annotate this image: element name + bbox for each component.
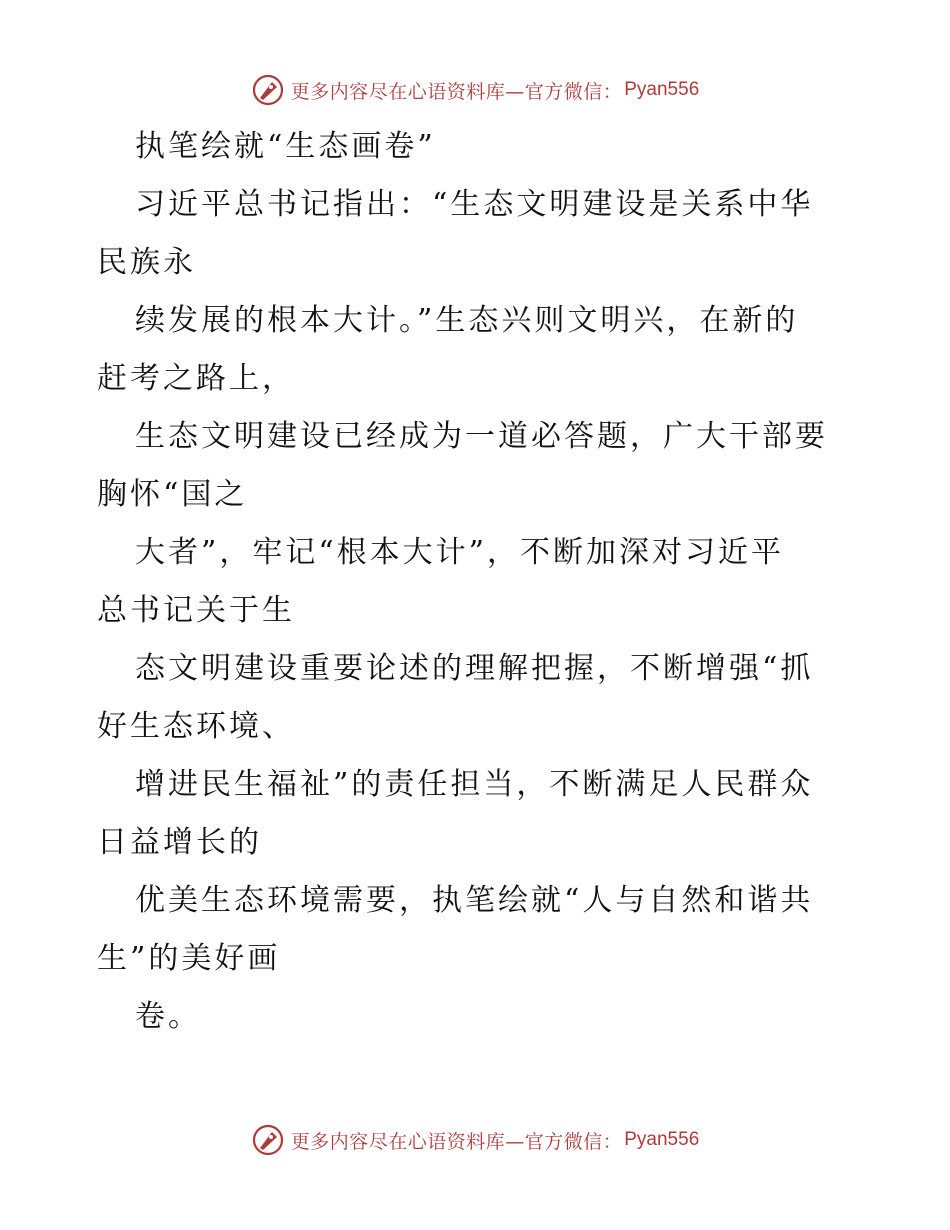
text-line: 日益增长的: [97, 825, 262, 860]
pen-nib-logo-icon: [251, 1123, 285, 1157]
pen-nib-logo-icon: [251, 73, 285, 107]
document-body: [97, 118, 857, 1046]
document-title: 执笔绘就“生态画卷”: [135, 129, 436, 164]
text-line: 习近平总书记指出：“生态文明建设是关系中华: [135, 187, 814, 222]
text-line: 态文明建设重要论述的理解把握，不断增强“抓: [135, 651, 814, 686]
text-line: 好生态环境、: [97, 709, 295, 744]
text-line: 续发展的根本大计。”生态兴则文明兴，在新的: [135, 303, 799, 338]
text-line: 胸怀“国之: [97, 477, 248, 512]
header-banner: [0, 70, 950, 110]
text-line: 增进民生福祉”的责任担当，不断满足人民群众: [135, 767, 814, 802]
text-line: 总书记关于生: [97, 593, 295, 628]
text-line: 生态文明建设已经成为一道必答题，广大干部要: [135, 419, 828, 454]
footer-banner: [0, 1120, 950, 1160]
text-line: 卷。: [135, 999, 201, 1034]
text-line: 优美生态环境需要，执笔绘就“人与自然和谐共: [135, 883, 814, 918]
text-line: 大者”，牢记“根本大计”，不断加深对习近平: [135, 535, 785, 570]
footer-banner-wechat-id: Pyan556: [624, 1129, 700, 1150]
text-line: 民族永: [97, 245, 196, 280]
text-line: 生”的美好画: [97, 941, 281, 976]
header-banner-wechat-id: Pyan556: [624, 79, 700, 100]
footer-banner-text: 更多内容尽在心语资料库—官方微信：: [290, 1130, 623, 1153]
header-banner-text: 更多内容尽在心语资料库—官方微信：: [290, 80, 623, 103]
text-line: 赶考之路上，: [97, 361, 295, 396]
